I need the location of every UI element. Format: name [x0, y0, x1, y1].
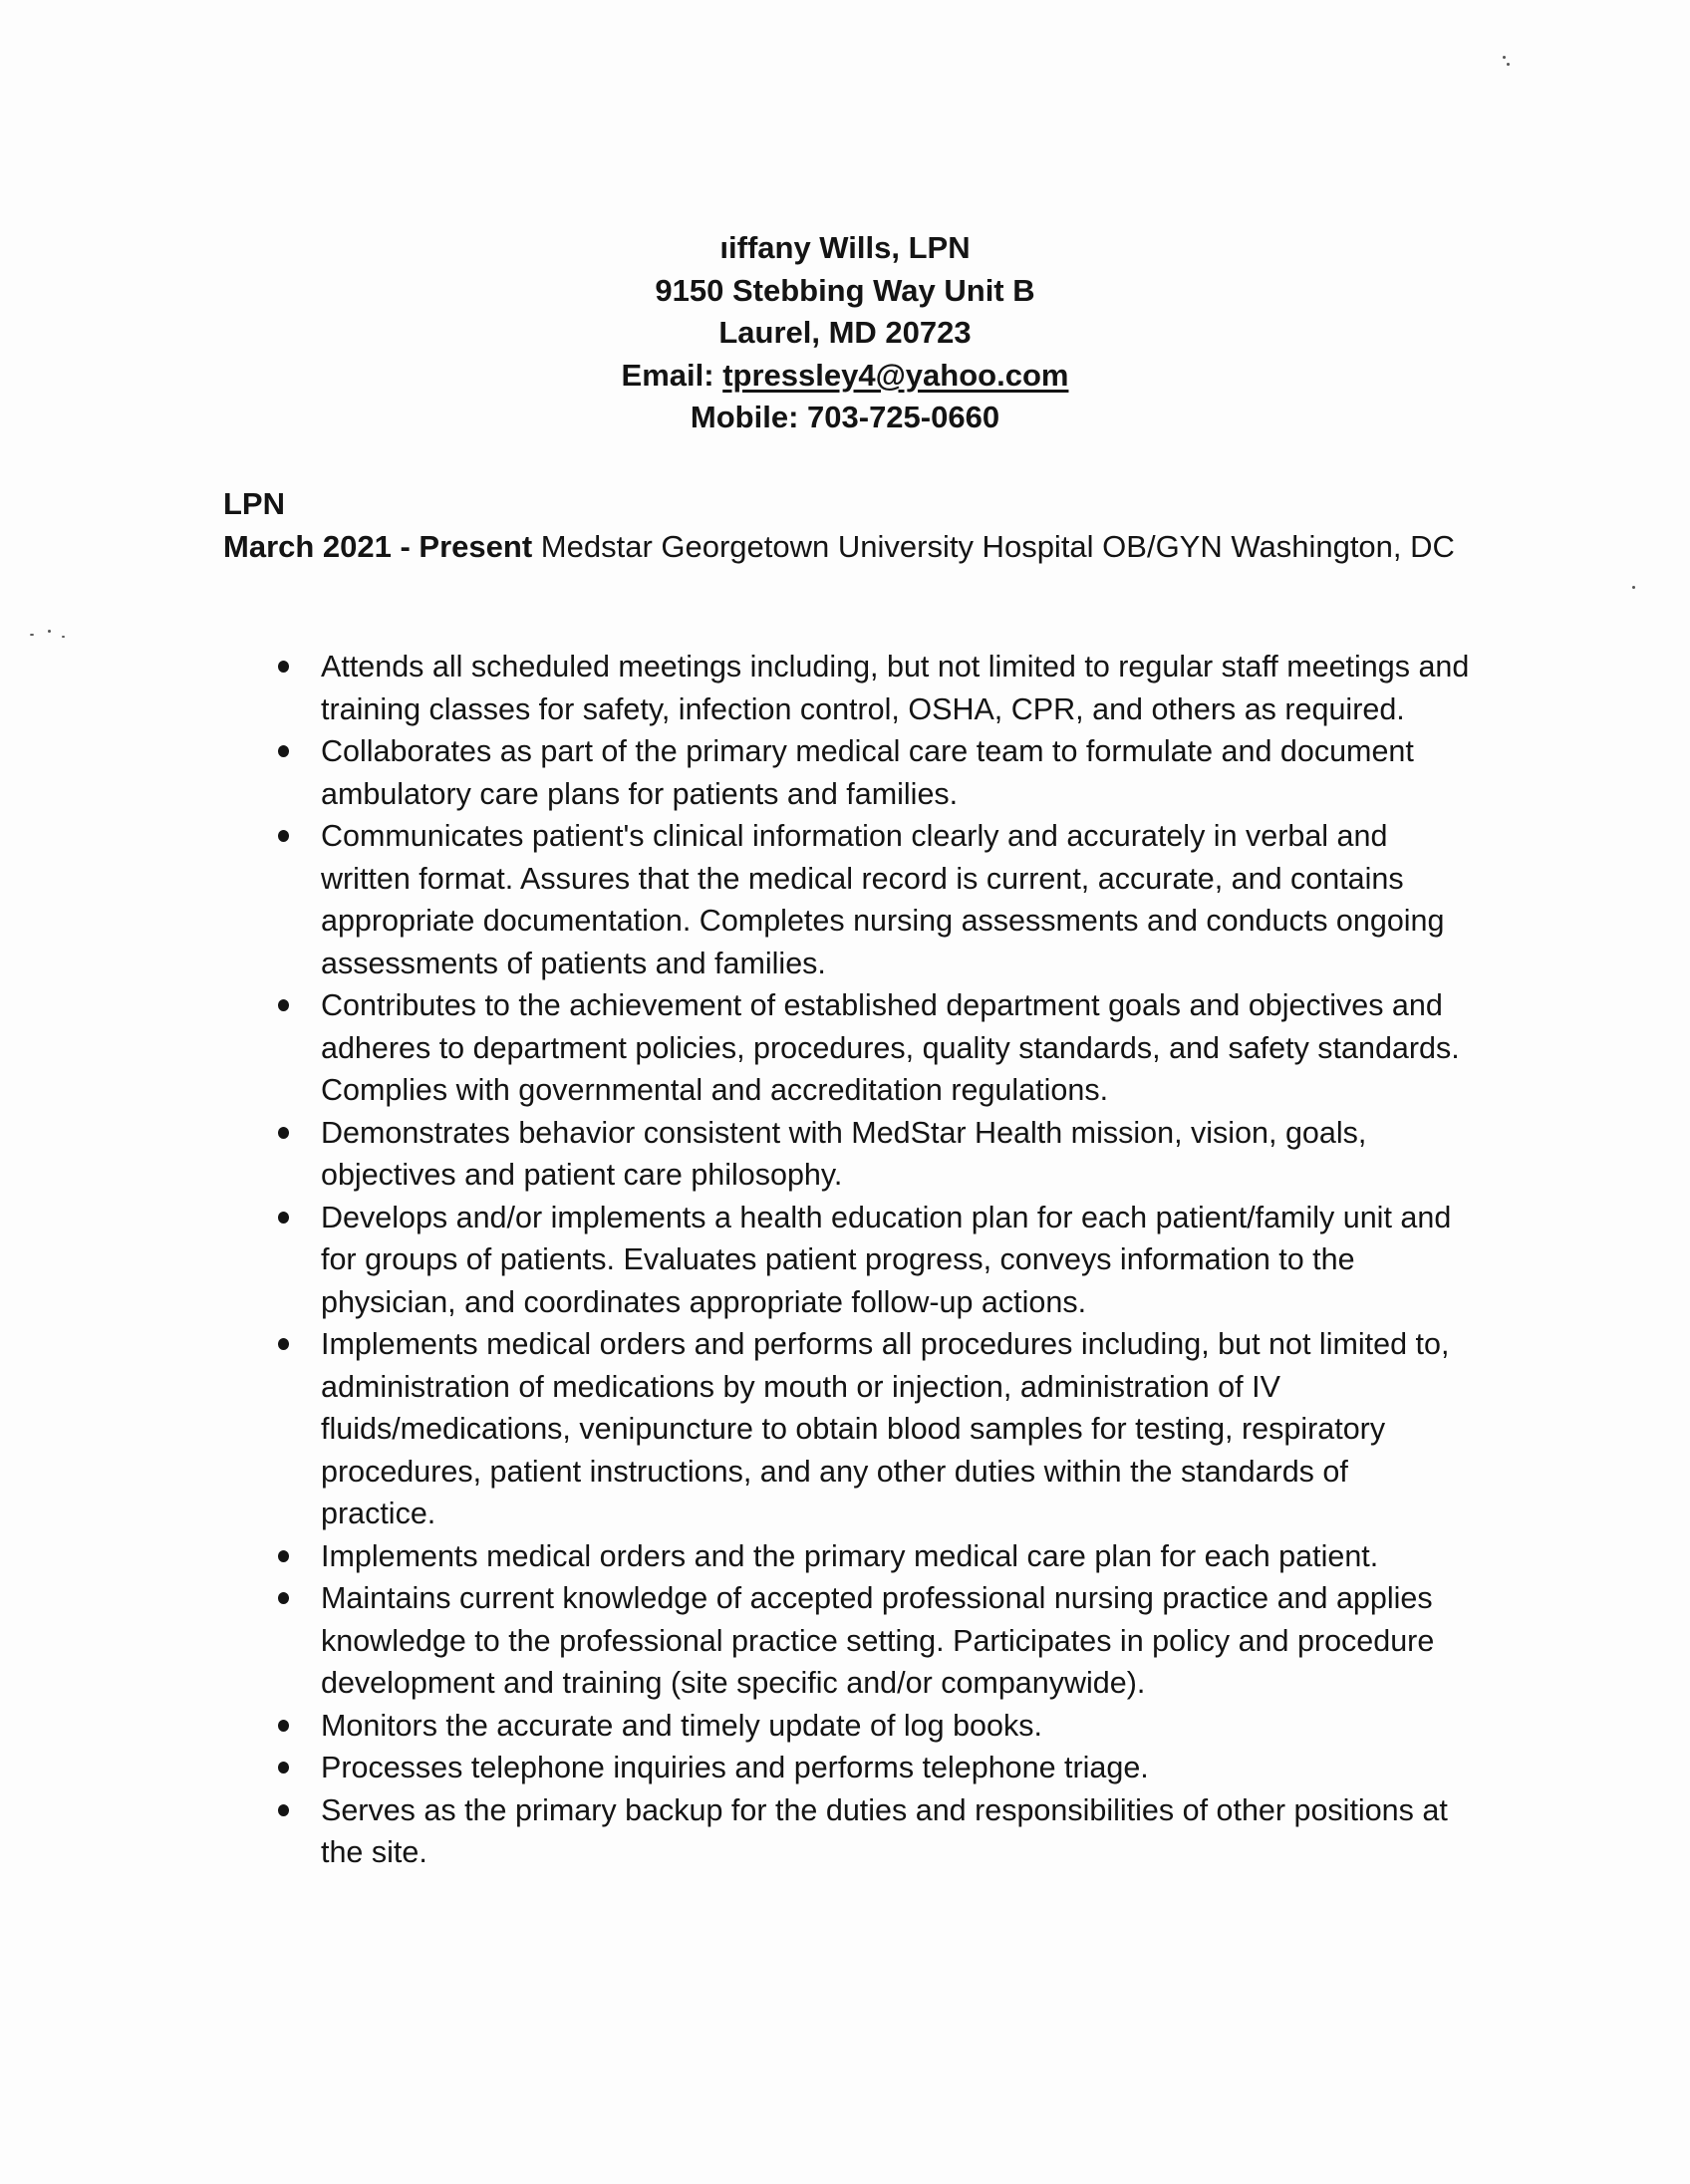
- duty-text: Develops and/or implements a health education plan for each patient/family unit and for groups of patients. Evaluates patient progress, conveys information to the physician, and coordinates appropriate follow-up actions.: [321, 1200, 1452, 1319]
- scan-speck: [1632, 586, 1635, 589]
- bullet-icon: [278, 1762, 289, 1774]
- bullet-icon: [278, 661, 289, 673]
- list-item: [274, 1197, 1470, 1324]
- scan-speck: [1507, 63, 1510, 66]
- duty-text: Implements medical orders and the primary medical care plan for each patient.: [321, 1538, 1379, 1573]
- duty-text: Contributes to the achievement of established department goals and objectives and adheres to department policies, procedures, quality standards, and safety standards. Complies with governmental and accreditation regulations.: [321, 988, 1460, 1107]
- duty-text: Communicates patient's clinical information clearly and accurately in verbal and written format. Assures that the medical record is current, accurate, and contains appropriate documentation. Completes nursing assessments and conducts ongoing assessments of patients and families.: [321, 819, 1445, 980]
- email-link[interactable]: tpressley4@yahoo.com: [722, 357, 1069, 393]
- duty-text: Attends all scheduled meetings including, but not limited to regular staff meetings and training classes for safety, infection control, OSHA, CPR, and others as required.: [321, 650, 1470, 726]
- duty-text: Serves as the primary backup for the duties and responsibilities of other positions at the site.: [321, 1792, 1448, 1869]
- scan-speck: [30, 634, 34, 636]
- mobile-line: Mobile: 703-725-0660: [690, 400, 1000, 434]
- list-item: [274, 815, 1470, 984]
- duty-text: Monitors the accurate and timely update of log books.: [321, 1708, 1042, 1743]
- bullet-icon: [278, 1720, 289, 1732]
- list-item: [274, 1323, 1470, 1535]
- scan-speck: [1503, 56, 1506, 59]
- address-line-1: 9150 Stebbing Way Unit B: [655, 272, 1035, 308]
- job-details: [223, 526, 1459, 568]
- email-label: Email:: [621, 357, 714, 393]
- duty-text: Maintains current knowledge of accepted professional nursing practice and applies knowledge to the professional practice setting. Participates in policy and procedure development and training (site specific and/or companywide).: [321, 1581, 1435, 1700]
- list-item: [274, 1112, 1470, 1197]
- list-item: [274, 984, 1470, 1112]
- job-title: LPN: [223, 486, 285, 521]
- list-item: [274, 1577, 1470, 1705]
- list-item: [274, 1705, 1470, 1748]
- candidate-name: ıiffany Wills, LPN: [719, 230, 971, 265]
- address-line-2: Laurel, MD 20723: [718, 315, 972, 350]
- duty-text: Demonstrates behavior consistent with MedStar Health mission, vision, goals, objectives and patient care philosophy.: [321, 1115, 1367, 1192]
- duty-text: Collaborates as part of the primary medical care team to formulate and document ambulatory care plans for patients and families.: [321, 734, 1414, 811]
- bullet-icon: [278, 1127, 289, 1139]
- scan-speck: [48, 630, 51, 633]
- scan-speck: [62, 636, 65, 638]
- list-item: [274, 730, 1470, 815]
- contact-header: [0, 227, 1690, 439]
- duty-text: Implements medical orders and performs all procedures including, but not limited to, administration of medications by mouth or injection, administration of IV fluids/medications, venipuncture to obtain blood samples for testing, respiratory procedures, patient instructions, and any other duties within the standards of practice.: [321, 1327, 1450, 1530]
- duties-list: [274, 646, 1470, 1874]
- bullet-icon: [278, 1338, 289, 1350]
- list-item: [274, 1789, 1470, 1874]
- email-line: [0, 355, 1690, 398]
- bullet-icon: [278, 1592, 289, 1604]
- list-item: [274, 646, 1470, 730]
- employer: Medstar Georgetown University Hospital OB/GYN Washington, DC: [540, 529, 1455, 564]
- list-item: [274, 1747, 1470, 1789]
- bullet-icon: [278, 745, 289, 757]
- bullet-icon: [278, 999, 289, 1011]
- job-dates: March 2021 - Present: [223, 529, 533, 564]
- duty-text: Processes telephone inquiries and performs telephone triage.: [321, 1751, 1149, 1784]
- bullet-icon: [278, 830, 289, 842]
- list-item: [274, 1535, 1470, 1578]
- bullet-icon: [278, 1212, 289, 1224]
- bullet-icon: [278, 1804, 289, 1816]
- bullet-icon: [278, 1550, 289, 1562]
